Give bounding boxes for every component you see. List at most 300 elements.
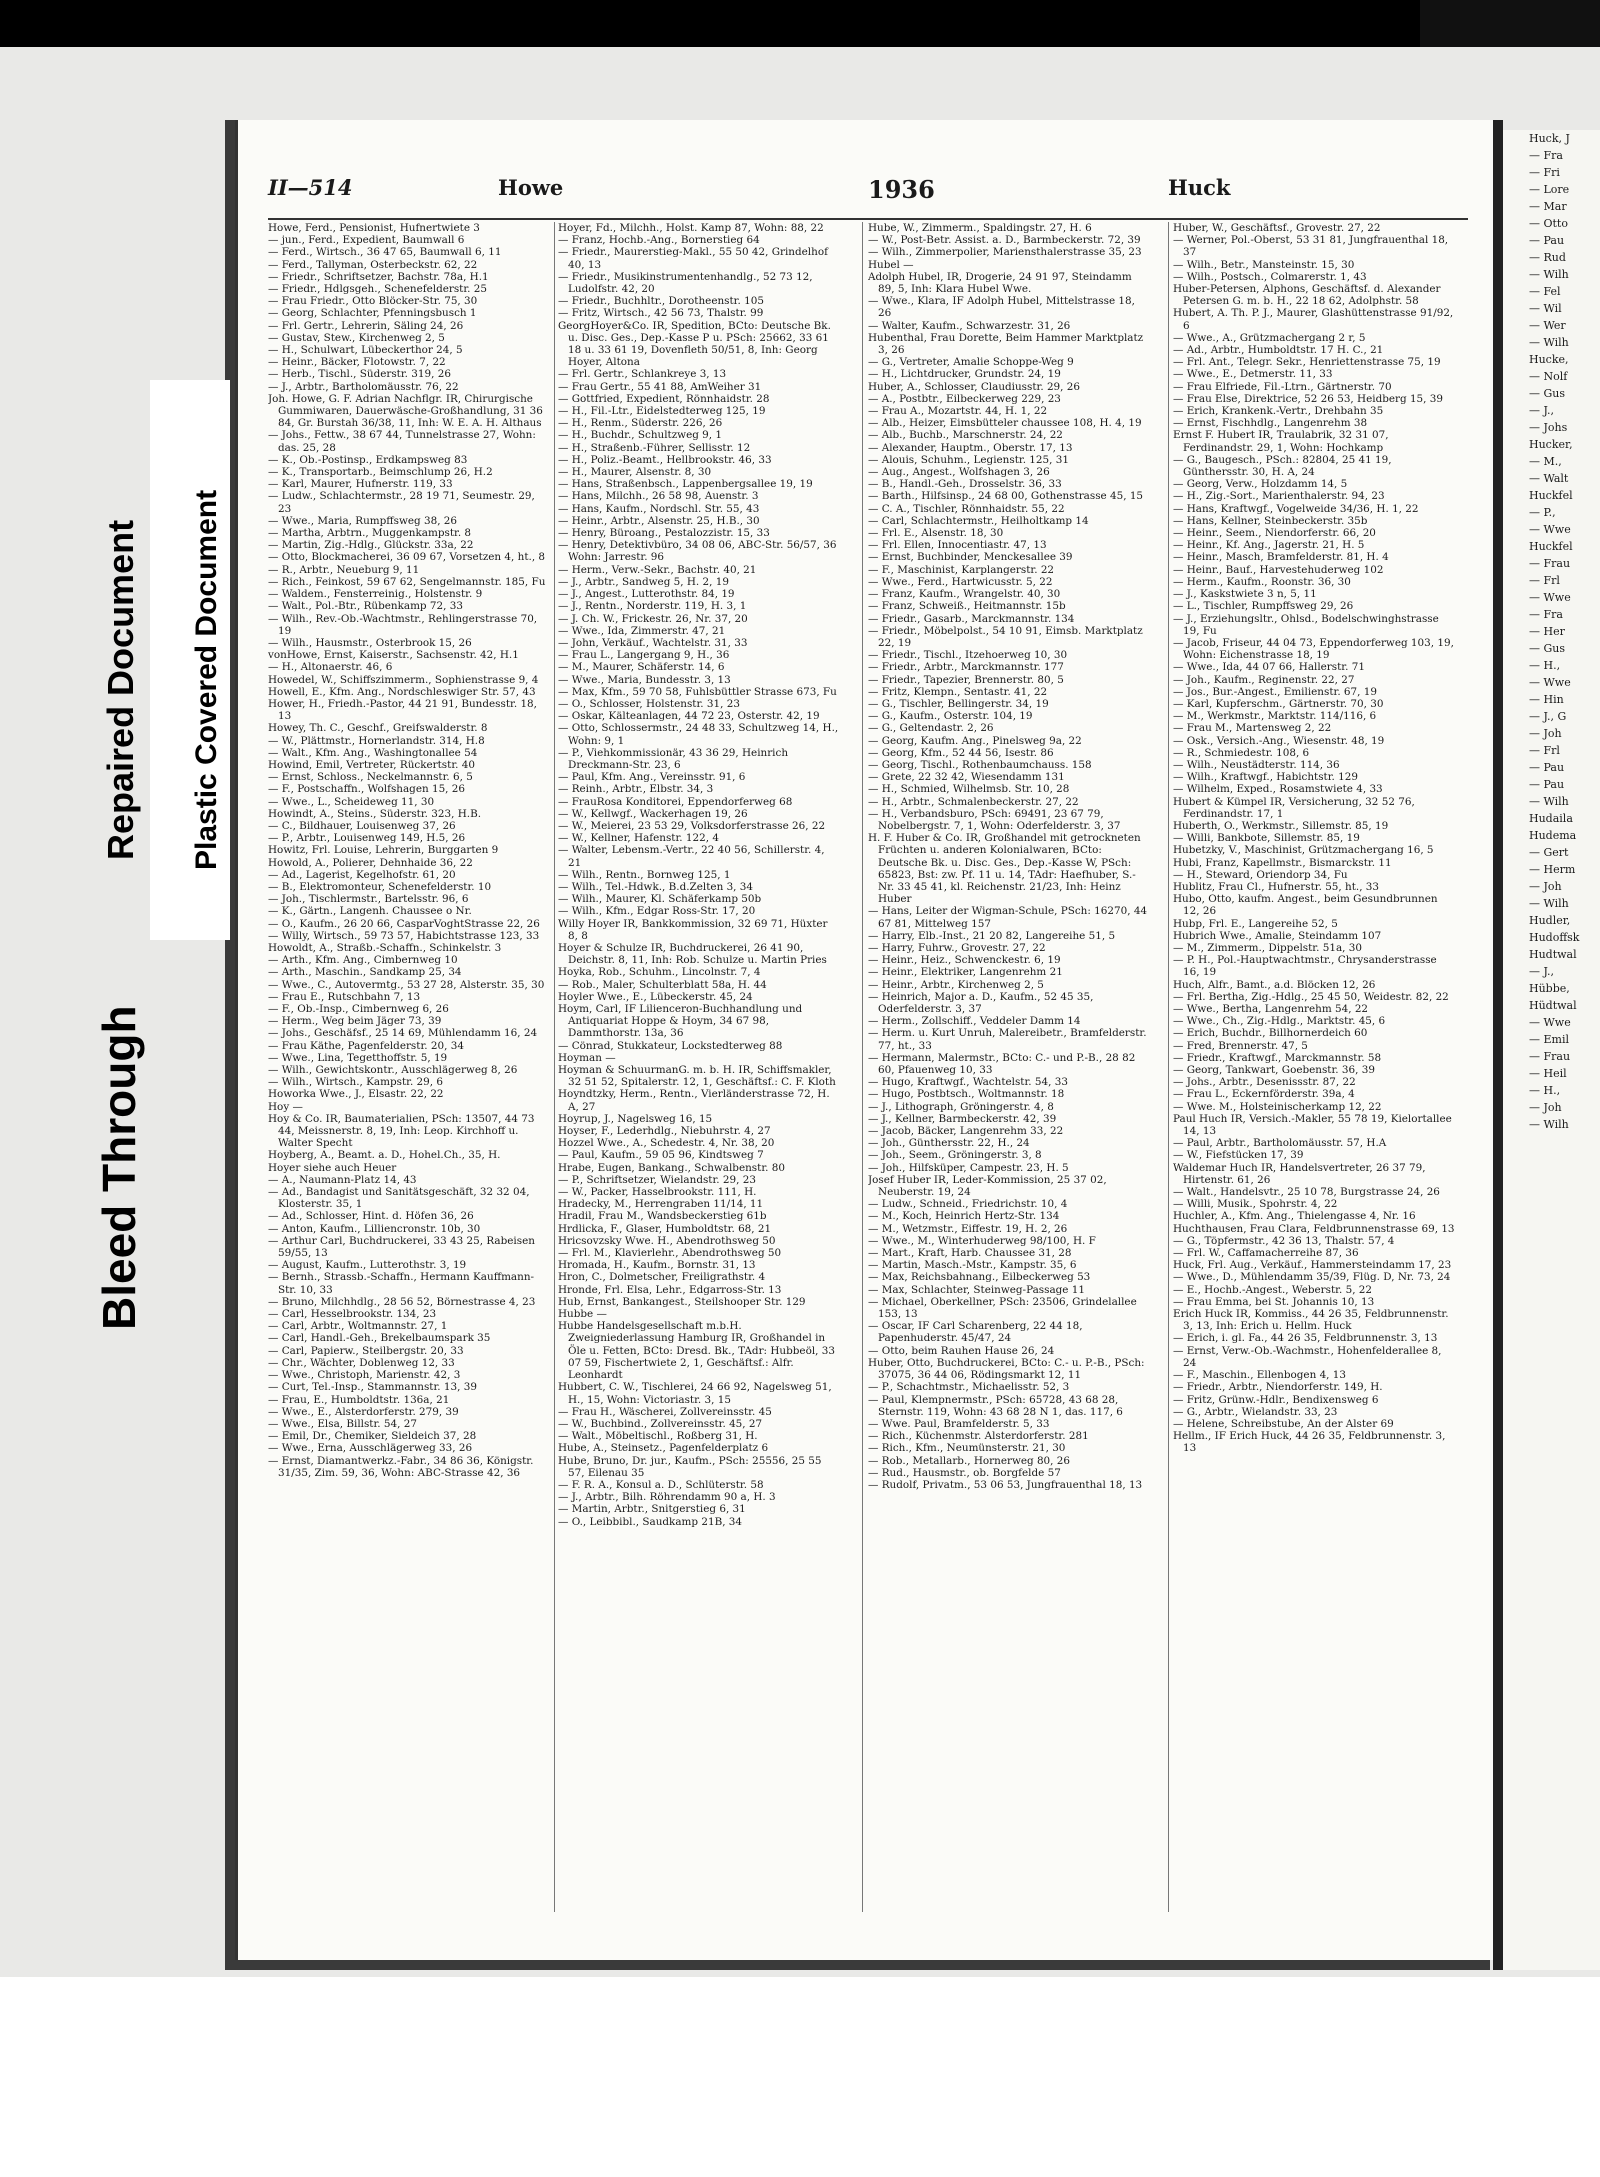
directory-entry: — Karl, Maurer, Hufnerstr. 119, 33 — [268, 478, 453, 491]
directory-entry: — Ad., Bandagist und Sanitätsgeschäft, 32 32 04, Klosterstr. 35, 1 — [268, 1186, 530, 1211]
directory-entry: — Rich., Küchenmstr. Alsterdorferstr. 281 — [868, 1430, 1089, 1443]
directory-entry: — W., Plättmstr., Hornerlandstr. 314, H.8 — [268, 734, 485, 747]
directory-entry: Huchthausen, Frau Clara, Feldbrunnenstrasse 69, 13 — [1173, 1222, 1455, 1235]
directory-entry: — Joh., Seem., Gröningerstr. 3, 8 — [868, 1149, 1042, 1162]
directory-entry: — Paul, Klempnermstr., PSch: 65728, 43 68 28, Sternstr. 119, Wohn: 43 68 28 N 1, das. 117, 6 — [868, 1393, 1123, 1418]
directory-entry: Ernst F. Hubert IR, Traulabrik, 32 31 07, Ferdinandstr. 29, 1, Wohn: Hochkamp — [1173, 429, 1389, 454]
column-divider — [862, 222, 863, 1912]
directory-entry: — Wwe., Lina, Tegetthoffstr. 5, 19 — [268, 1051, 448, 1064]
directory-entry: — Frau L., Langergang 9, H., 36 — [558, 649, 730, 662]
directory-entry: — Ad., Lagerist, Kegelhofstr. 61, 20 — [268, 868, 456, 881]
directory-entry: — Wwe., Ida, 44 07 66, Hallerstr. 71 — [1173, 661, 1365, 674]
adjacent-page-line: — H., — [1529, 659, 1561, 672]
directory-entry: — Rich., Kfm., Neumünsterstr. 21, 30 — [868, 1442, 1066, 1455]
directory-entry: Hubbe — — [558, 1308, 607, 1321]
directory-entry: — Franz, Schweiß., Heitmannstr. 15b — [868, 600, 1066, 613]
directory-entry: — Ad., Schlosser, Hint. d. Höfen 36, 26 — [268, 1210, 474, 1223]
adjacent-page-line: — Wilh — [1529, 1118, 1569, 1131]
directory-entry: Hoyer siehe auch Heuer — [268, 1161, 397, 1174]
directory-entry: — Ludw., Schlachtermstr., 28 19 71, Seumestr. 29, 23 — [268, 490, 535, 515]
directory-entry: Hubert, A. Th. P. J., Maurer, Glashüttenstrasse 91/92, 6 — [1173, 307, 1454, 332]
directory-entry: Hronde, Frl. Elsa, Lehr., Edgarross-Str. 13 — [558, 1283, 782, 1296]
directory-entry: Howorka Wwe., J., Elsastr. 22, 22 — [268, 1088, 444, 1101]
directory-entry: — J., Rentn., Norderstr. 119, H. 3, 1 — [558, 600, 747, 613]
directory-entry: Hoyler Wwe., E., Lübeckerstr. 45, 24 — [558, 990, 753, 1003]
directory-entry: — Wwe., Ferd., Hartwicusstr. 5, 22 — [868, 575, 1053, 588]
adjacent-page-line: — Walt — [1529, 472, 1569, 485]
directory-entry: Hub, Ernst, Bankangest., Steilshooper Str. 129 — [558, 1295, 806, 1308]
scanner-border-bottom — [0, 1977, 1600, 2177]
directory-entry: — Wwe., Erna, Ausschlägerweg 33, 26 — [268, 1442, 473, 1455]
directory-entry: — Gottfried, Expedient, Rönnhaidstr. 28 — [558, 392, 770, 405]
adjacent-page-line: — Pau — [1529, 234, 1565, 247]
directory-entry: Hoy — — [268, 1100, 303, 1113]
directory-page — [235, 120, 1496, 1960]
directory-entry: — Friedr., Maurerstieg-Makl., 55 50 42, Grindelhof 40, 13 — [558, 246, 828, 271]
directory-entry: — Mart., Kraft, Harb. Chaussee 31, 28 — [868, 1247, 1072, 1260]
bleed-through-label: Bleed Through — [93, 1005, 145, 1330]
directory-entry: — Wwe., Elsa, Billstr. 54, 27 — [268, 1417, 417, 1430]
directory-entry: — C. A., Tischler, Rönnhaidstr. 55, 22 — [868, 502, 1065, 515]
header-last-name: Huck — [1168, 175, 1231, 200]
directory-entry: — Fritz, Wirtsch., 42 56 73, Thalstr. 99 — [558, 307, 764, 320]
directory-entry: — R., Schmiedestr. 108, 6 — [1173, 746, 1310, 759]
directory-entry: — Arth., Kfm. Ang., Cimbernweg 10 — [268, 954, 458, 967]
directory-entry: — Frau, E., Humboldtstr. 136a, 21 — [268, 1393, 450, 1406]
directory-entry: — Frau Käthe, Pagenfelderstr. 20, 34 — [268, 1039, 464, 1052]
directory-entry: — Gustav, Stew., Kirchenweg 2, 5 — [268, 331, 445, 344]
directory-entry: — K., Transportarb., Beimschlump 26, H.2 — [268, 466, 493, 479]
book-gutter — [1493, 120, 1503, 1970]
directory-entry: — Frau E., Rutschbahn 7, 13 — [268, 990, 421, 1003]
adjacent-page-line: Hudoffsk — [1529, 931, 1580, 944]
directory-column-4 — [1173, 222, 1455, 1922]
directory-entry: Hoyman — — [558, 1051, 616, 1064]
directory-entry: — O., Kaufm., 26 20 66, CasparVoghtStrasse 22, 26 — [268, 917, 540, 930]
directory-entry: Hellm., IF Erich Huck, 44 26 35, Feldbrunnenstr. 3, 13 — [1173, 1430, 1446, 1455]
directory-entry: — Hugo, Postbtsch., Woltmannstr. 18 — [868, 1088, 1065, 1101]
directory-entry: Huber, Otto, Buchdruckerei, BCto: C.- u. P.-B., PSch: 37075, 36 44 06, Rödingsmarkt 12, 11 — [868, 1356, 1145, 1382]
directory-entry: — Wwe., Maria, Bundesstr. 3, 13 — [558, 673, 731, 686]
directory-entry: — Wwe., Bertha, Langenrehm 54, 22 — [1173, 1003, 1369, 1015]
directory-entry: — Paul, Arbtr., Bartholomäusstr. 57, H.A — [1173, 1137, 1387, 1150]
directory-entry: — Jos., Bur.-Angest., Emilienstr. 67, 19 — [1173, 685, 1377, 698]
directory-entry: — M., Zimmerm., Dippelstr. 51a, 30 — [1173, 941, 1362, 954]
directory-entry: — Hermann, Malermstr., BCto: C.- und P.-B., 28 82 60, Pfauenweg 10, 33 — [868, 1051, 1136, 1077]
directory-entry: — H., Renm., Süderstr. 226, 26 — [558, 417, 723, 430]
directory-entry: — August, Kaufm., Lutterothstr. 3, 19 — [268, 1259, 467, 1272]
directory-entry: Huber, A., Schlosser, Claudiusstr. 29, 26 — [868, 380, 1080, 393]
directory-entry: — Fritz, Grünw.-Hdlr., Bendixensweg 6 — [1173, 1393, 1379, 1406]
adjacent-page-line: Hudtwal — [1529, 948, 1577, 961]
directory-entry: — Franz, Hochb.-Ang., Bornerstieg 64 — [558, 234, 760, 247]
directory-entry: — H., Verbandsburo, PSch: 69491, 23 67 79, Nobelbergstr. 7, 1, Wohn: Oderfelderstr. 3, 37 — [868, 807, 1121, 832]
directory-entry: — H., Buchdr., Schultzweg 9, 1 — [558, 429, 723, 442]
directory-entry: — G., Baugesch., PSch.: 82804, 25 41 19, Günthersstr. 30, H. A, 24 — [1173, 453, 1392, 479]
directory-entry: — Barth., Hilfsinsp., 24 68 00, Gothenstrasse 45, 15 — [868, 490, 1144, 503]
directory-entry: — Erich, Buchdr., Billhornerdeich 60 — [1173, 1027, 1368, 1040]
directory-entry: — Carl, Handl.-Geh., Brekelbaumspark 35 — [268, 1332, 491, 1345]
directory-entry: — H., Arbtr., Schmalenbeckerstr. 27, 22 — [868, 795, 1079, 808]
directory-entry: — Bruno, Milchhdlg., 28 56 52, Börnestrasse 4, 23 — [268, 1295, 536, 1308]
directory-entry: — H., Schmied, Wilhelmsb. Str. 10, 28 — [868, 783, 1070, 796]
directory-entry: — Otto, beim Rauhen Hause 26, 24 — [868, 1344, 1055, 1357]
directory-entry: Howell, E., Kfm. Ang., Nordschleswiger Str. 57, 43 — [268, 685, 536, 698]
directory-entry: — W., Kellner, Hafenstr. 122, 4 — [558, 832, 719, 845]
directory-entry: — Frl. Ellen, Innocentiastr. 47, 13 — [868, 539, 1047, 552]
adjacent-page-line: — Herm — [1529, 863, 1576, 876]
directory-entry: — Karl, Kupferschm., Gärtnerstr. 70, 30 — [1173, 697, 1384, 710]
directory-entry: — J., Angest., Lutterothstr. 84, 19 — [558, 588, 735, 601]
directory-entry: Hron, C., Dolmetscher, Freiligrathstr. 4 — [558, 1271, 766, 1284]
directory-entry: — Willi, Bankbote, Sillemstr. 85, 19 — [1173, 832, 1360, 845]
directory-entry: Hoyndtzky, Herm., Rentn., Vierländerstrasse 72, H. A, 27 — [558, 1088, 830, 1113]
directory-entry: Hower, H., Friedh.-Pastor, 44 21 91, Bundesstr. 18, 13 — [268, 697, 537, 723]
directory-entry: — Frau L., Eckernförderstr. 39a, 4 — [1173, 1088, 1355, 1101]
directory-entry: — Rudolf, Privatm., 53 06 53, Jungfrauenthal 18, 13 — [868, 1478, 1143, 1491]
adjacent-page-line: — Nolf — [1529, 370, 1568, 383]
directory-entry: — H., Fil.-Ltr., Eidelstedterweg 125, 19 — [558, 405, 766, 418]
directory-entry: — Heinr., Elektriker, Langenrehm 21 — [868, 966, 1063, 979]
directory-entry: — Aug., Angest., Wolfshagen 3, 26 — [868, 466, 1050, 479]
directory-entry: — W., Meierei, 23 53 29, Volksdorferstrasse 26, 22 — [558, 819, 826, 832]
header-year: 1936 — [868, 175, 935, 204]
directory-entry: — Joh., Günthersstr. 22, H., 24 — [868, 1137, 1030, 1150]
directory-entry: — Grete, 22 32 42, Wiesendamm 131 — [868, 771, 1065, 784]
directory-entry: Hubert & Kümpel IR, Versicherung, 32 52 76, Ferdinandstr. 17, 1 — [1173, 795, 1415, 820]
directory-entry: — Heinr., Arbtr., Kirchenweg 2, 5 — [868, 978, 1044, 991]
directory-entry: — Anton, Kaufm., Lilliencronstr. 10b, 30 — [268, 1222, 481, 1235]
directory-entry: — Carl, Arbtr., Woltmannstr. 27, 1 — [268, 1320, 448, 1333]
adjacent-page-line: — Heil — [1529, 1067, 1567, 1080]
directory-entry: — Friedr., Möbelpolst., 54 10 91, Eimsb. Marktplatz 22, 19 — [868, 624, 1143, 649]
adjacent-page-line: — Frl — [1529, 744, 1560, 757]
directory-entry: — Joh., Tischlermstr., Bartelsstr. 96, 6 — [268, 893, 469, 906]
directory-entry: — F. R. A., Konsul a. D., Schlüterstr. 58 — [558, 1478, 764, 1491]
directory-entry: — Wwe., Christoph, Marienstr. 42, 3 — [268, 1369, 461, 1382]
adjacent-page-line: — Joh — [1529, 727, 1562, 740]
directory-entry: — K., Ob.-Postinsp., Erdkampsweg 83 — [268, 453, 468, 466]
directory-entry: — Max, Schlachter, Steinweg-Passage 11 — [868, 1283, 1085, 1296]
directory-entry: — Heinr., Bäcker, Flotowstr. 7, 22 — [268, 356, 446, 369]
directory-entry: — B., Elektromonteur, Schenefelderstr. 10 — [268, 880, 492, 893]
directory-entry: H. F. Huber & Co. IR, Großhandel mit getrockneten Früchten u. anderen Kolonialwaren, BCto: Deutsche Bk. u. Disc. Ges., Dep.-Kasse W, PSch: 65823, Bst: zw. Pf. 11 u. 14, TAdr: Haefhuber, S.-Nr. 33 45 41, kl. Reichenstr. 21/23, Inh: Heinz Huber — [868, 832, 1141, 906]
directory-entry: — Johs., Geschäfsf., 25 14 69, Mühlendamm 16, 24 — [268, 1027, 538, 1040]
adjacent-page-line: — Frau — [1529, 557, 1571, 570]
directory-entry: — Carl, Hesselbrookstr. 134, 23 — [268, 1308, 437, 1321]
directory-entry: — Frau A., Mozartstr. 44, H. 1, 22 — [868, 405, 1048, 418]
directory-entry: — Rob., Metallarb., Hornerweg 80, 26 — [868, 1454, 1070, 1467]
directory-entry: Hoyka, Rob., Schuhm., Lincolnstr. 7, 4 — [558, 966, 761, 979]
directory-entry: — Frau Emma, bei St. Johannis 10, 13 — [1173, 1295, 1375, 1308]
directory-entry: — W., Fiefstücken 17, 39 — [1173, 1149, 1304, 1162]
directory-entry: — J., Kellner, Barmbeckerstr. 42, 39 — [868, 1112, 1057, 1125]
directory-entry: — Hugo, Kraftwgf., Wachtelstr. 54, 33 — [868, 1076, 1068, 1089]
adjacent-page-line: — Joh — [1529, 880, 1562, 893]
adjacent-page-line: — Otto — [1529, 217, 1568, 230]
directory-entry: — Hans, Kraftwgf., Vogelweide 34/36, H. 1, 22 — [1173, 502, 1419, 515]
directory-entry: — Wwe. Paul, Bramfelderstr. 5, 33 — [868, 1417, 1050, 1430]
directory-entry: — Ad., Arbtr., Humboldtstr. 17 H. C., 21 — [1173, 344, 1384, 357]
directory-entry: — Frl. Gertr., Lehrerin, Säling 24, 26 — [268, 319, 464, 332]
directory-entry: — H., Altonaerstr. 46, 6 — [268, 661, 393, 674]
directory-entry: — G., Töpfermstr., 42 36 13, Thalstr. 57, 4 — [1173, 1234, 1395, 1247]
adjacent-page-line: — Pau — [1529, 778, 1565, 791]
directory-entry: — Frl. M., Klavierlehr., Abendrothsweg 50 — [558, 1247, 782, 1260]
directory-entry: Huber-Petersen, Alphons, Geschäftsf. d. Alexander Petersen G. m. b. H., 22 18 62, Adolphstr. 58 — [1173, 283, 1441, 308]
directory-entry: — Wilh., Rev.-Ob.-Wachtmstr., Rehlingerstrasse 70, 19 — [268, 612, 538, 637]
directory-entry: Hubp, Frl. E., Langereihe 52, 5 — [1173, 917, 1338, 930]
directory-entry: — Frau Gertr., 55 41 88, AmWeiher 31 — [558, 380, 762, 393]
directory-entry: Hubi, Franz, Kapellmstr., Bismarckstr. 11 — [1173, 856, 1392, 869]
directory-entry: — Friedr., Buchhltr., Dorotheenstr. 105 — [558, 295, 764, 308]
directory-entry: — Walt., Handelsvtr., 25 10 78, Burgstrasse 24, 26 — [1173, 1186, 1440, 1199]
directory-entry: — Wilh., Tel.-Hdwk., B.d.Zelten 3, 34 — [558, 880, 754, 893]
directory-entry: — Reinh., Arbtr., Elbstr. 34, 3 — [558, 783, 714, 796]
directory-entry: Hublitz, Frau Cl., Hufnerstr. 55, ht., 33 — [1173, 880, 1380, 893]
directory-entry: Hubrich Wwe., Amalie, Steindamm 107 — [1173, 929, 1382, 942]
directory-entry: — G., Tischler, Bellingerstr. 34, 19 — [868, 697, 1049, 710]
directory-entry: — J., Arbtr., Bilh. Röhrendamm 90 a, H. 3 — [558, 1491, 776, 1504]
directory-entry: Paul Huch IR, Versich.-Makler, 55 78 19, Kielortallee 14, 13 — [1173, 1112, 1452, 1138]
directory-entry: — Heinr., Heiz., Schwenckestr. 6, 19 — [868, 954, 1061, 967]
directory-entry: — J., Lithograph, Gröningerstr. 4, 8 — [868, 1100, 1054, 1113]
directory-entry: — Paul, Kaufm., 59 05 96, Kindtsweg 7 — [558, 1149, 764, 1162]
directory-entry: — G., Vertreter, Amalie Schoppe-Weg 9 — [868, 356, 1074, 369]
directory-entry: — Martin, Zig.-Hdlg., Glückstr. 33a, 22 — [268, 539, 474, 552]
directory-entry: — Jacob, Friseur, 44 04 73, Eppendorferweg 103, 19, Wohn: Eichenstrasse 18, 19 — [1173, 636, 1454, 662]
directory-entry: — Friedr., Arbtr., Marckmannstr. 177 — [868, 661, 1064, 674]
adjacent-page-line: Huckfel — [1529, 540, 1573, 553]
directory-entry: — Wwe., C., Autovermtg., 53 27 28, Alsterstr. 35, 30 — [268, 978, 545, 991]
directory-entry: — Jacob, Bäcker, Langenrehm 33, 22 — [868, 1125, 1064, 1138]
directory-entry: — Ernst, Fischhdlg., Langenrehm 38 — [1173, 417, 1368, 430]
directory-entry: — Heinr., Bauf., Harvestehuderweg 102 — [1173, 563, 1384, 576]
directory-entry: — Martha, Arbtrn., Muggenkampstr. 8 — [268, 527, 472, 540]
directory-entry: — Frl. Bertha, Zig.-Hdlg., 25 45 50, Weidestr. 82, 22 — [1173, 990, 1449, 1003]
directory-entry: Hubel — — [868, 258, 914, 271]
directory-entry: — Wwe., Ch., Zig.-Hdlg., Marktstr. 45, 6 — [1173, 1015, 1386, 1028]
directory-entry: — Frau H., Wäscherei, Zollvereinsstr. 45 — [558, 1405, 772, 1418]
directory-entry: — Herm. u. Kurt Unruh, Malereibetr., Bramfelderstr. 77, ht., 33 — [868, 1027, 1147, 1052]
directory-entry: Hradil, Frau M., Wandsbeckerstieg 61b — [558, 1210, 767, 1223]
directory-entry: — Herm., Zollschiff., Veddeler Damm 14 — [868, 1015, 1081, 1028]
adjacent-page-line: — Wilh — [1529, 336, 1569, 349]
directory-entry: — O., Schlosser, Holstenstr. 31, 23 — [558, 697, 740, 710]
directory-entry: Howedel, W., Schiffszimmerm., Sophienstrasse 9, 4 — [268, 673, 539, 686]
directory-entry: — Wilh., Rentn., Bornweg 125, 1 — [558, 868, 731, 881]
directory-entry: — Friedr., Hdlgsgeh., Schenefelderstr. 25 — [268, 283, 488, 296]
directory-entry: — Walt., Kfm. Ang., Washingtonallee 54 — [268, 746, 478, 759]
directory-entry: — K., Gärtn., Langenh. Chaussee o Nr. — [268, 905, 472, 918]
directory-entry: — Ernst, Verw.-Ob.-Wachmstr., Hohenfelderallee 8, 24 — [1173, 1344, 1442, 1369]
directory-entry: — P., Schachtmstr., Michaelisstr. 52, 3 — [868, 1381, 1070, 1394]
directory-entry: — Wwe., Ida, Zimmerstr. 47, 21 — [558, 624, 726, 637]
directory-entry: — L., Tischler, Rumpffsweg 29, 26 — [1173, 600, 1354, 613]
directory-entry: — O., Leibbibl., Saudkamp 21B, 34 — [558, 1515, 743, 1528]
directory-entry: — Herm., Kaufm., Roonstr. 36, 30 — [1173, 575, 1351, 588]
directory-entry: — Georg, Kfm., 52 44 56, Isestr. 86 — [868, 746, 1054, 759]
directory-entry: — Georg, Tischl., Rothenbaumchauss. 158 — [868, 758, 1092, 771]
directory-entry: — Carl, Schlachtermstr., Heilholtkamp 14 — [868, 514, 1089, 527]
directory-entry: — P., Arbtr., Louisenweg 149, H.5, 26 — [268, 832, 466, 845]
directory-entry: Howe, Ferd., Pensionist, Hufnertwiete 3 — [268, 222, 480, 234]
directory-entry: — Henry, Büroang., Pestalozzistr. 15, 33 — [558, 527, 770, 540]
directory-entry: — Arth., Maschin., Sandkamp 25, 34 — [268, 966, 462, 979]
directory-entry: — Heinr., Seem., Niendorferstr. 66, 20 — [1173, 527, 1376, 540]
directory-entry: — Martin, Masch.-Mstr., Kampstr. 35, 6 — [868, 1259, 1077, 1272]
directory-entry: — jun., Ferd., Expedient, Baumwall 6 — [268, 234, 465, 247]
directory-entry: — Alb., Heizer, Eimsbütteler chaussee 108, H. 4, 19 — [868, 417, 1142, 430]
adjacent-page-line: — P., — [1529, 506, 1556, 519]
directory-entry: vonHowe, Ernst, Kaiserstr., Sachsenstr. 42, H.1 — [268, 649, 519, 662]
directory-entry: — Rud., Hausmstr., ob. Borgfelde 57 — [868, 1466, 1061, 1479]
directory-entry: Huch, Alfr., Bamt., a.d. Blöcken 12, 26 — [1173, 978, 1376, 991]
directory-entry: — Georg, Verw., Holzdamm 14, 5 — [1173, 478, 1348, 491]
directory-entry: — M., Werkmstr., Marktstr. 114/116, 6 — [1173, 710, 1377, 723]
directory-entry: — Wilh., Neustädterstr. 114, 36 — [1173, 758, 1340, 771]
directory-entry: — Carl, Papierw., Steilbergstr. 20, 33 — [268, 1344, 464, 1357]
directory-entry: Hoyberg, A., Beamt. a. D., Hohel.Ch., 35, H. — [268, 1149, 501, 1162]
directory-entry: — Wwe., D., Mühlendamm 35/39, Flüg. D, Nr. 73, 24 — [1173, 1271, 1451, 1284]
directory-entry: Hubenthal, Frau Dorette, Beim Hammer Marktplatz 3, 26 — [868, 331, 1144, 357]
adjacent-page-line: — Wwe — [1529, 676, 1571, 689]
directory-entry: Huberth, O., Werkmstr., Sillemstr. 85, 19 — [1173, 819, 1389, 832]
directory-entry: Huchler, A., Kfm. Ang., Thielengasse 4, Nr. 16 — [1173, 1210, 1416, 1223]
directory-entry: — Friedr., Gasarb., Marckmannstr. 134 — [868, 612, 1075, 625]
directory-entry: — E., Hochb.-Angest., Weberstr. 5, 22 — [1173, 1283, 1373, 1296]
adjacent-page-line: Hudema — [1529, 829, 1577, 842]
directory-entry: — H., Steward, Oriendorp 34, Fu — [1173, 868, 1348, 881]
directory-entry: — J., Arbtr., Sandweg 5, H. 2, 19 — [558, 575, 729, 588]
directory-entry: — Herb., Tischl., Süderstr. 319, 26 — [268, 368, 451, 381]
adjacent-page-line: — Pau — [1529, 761, 1565, 774]
directory-column-2 — [558, 222, 840, 1922]
directory-entry: — P. H., Pol.-Hauptwachtmstr., Chrysanderstrasse 16, 19 — [1173, 954, 1437, 979]
adjacent-page-line: Huck, J — [1529, 132, 1570, 145]
adjacent-page-line: — H., — [1529, 1084, 1561, 1097]
directory-entry: — Wwe., E., Alsterdorferstr. 279, 39 — [268, 1405, 459, 1418]
directory-entry: — G., Kaufm., Osterstr. 104, 19 — [868, 710, 1033, 723]
adjacent-page-line: — Wwe — [1529, 523, 1571, 536]
directory-entry: — A., Naumann-Platz 14, 43 — [268, 1173, 417, 1186]
directory-entry: — Wilh., Kraftwgf., Habichtstr. 129 — [1173, 771, 1359, 784]
directory-entry: Howold, A., Polierer, Dehnhaide 36, 22 — [268, 856, 473, 869]
directory-entry: — Wilh., Postsch., Colmarerstr. 1, 43 — [1173, 270, 1367, 283]
directory-entry: — Herm., Verw.-Sekr., Bachstr. 40, 21 — [558, 563, 757, 576]
directory-entry: — Alouis, Schuhm., Legienstr. 125, 31 — [868, 453, 1069, 466]
directory-entry: Howoldt, A., Straßb.-Schaffn., Schinkelstr. 3 — [268, 941, 502, 954]
directory-entry: — Hans, Leiter der Wigman-Schule, PSch: 16270, 44 67 81, Mittelweg 157 — [868, 905, 1148, 930]
adjacent-page-line: — Fra — [1529, 149, 1563, 162]
directory-entry: — Walter, Lebensm.-Vertr., 22 40 56, Schillerstr. 4, 21 — [558, 844, 825, 869]
directory-entry: — Ludw., Schneid., Friedrichstr. 10, 4 — [868, 1198, 1068, 1211]
adjacent-page-line: — Frau — [1529, 1050, 1571, 1063]
directory-entry: — F., Postschaffn., Wolfshagen 15, 26 — [268, 783, 466, 796]
directory-entry: — Oskar, Kälteanlagen, 44 72 23, Osterstr. 42, 19 — [558, 710, 820, 723]
directory-entry: — Herm., Weg beim Jäger 73, 39 — [268, 1015, 442, 1028]
directory-entry: — Curt, Tel.-Insp., Stammannstr. 13, 39 — [268, 1381, 477, 1394]
directory-entry: Hubbert, C. W., Tischlerei, 24 66 92, Nagelsweg 51, H., 15, Wohn: Victoriastr. 3, 15 — [558, 1381, 832, 1406]
directory-entry: — Chr., Wächter, Doblenweg 12, 33 — [268, 1356, 455, 1369]
directory-entry: — G., Geltendastr. 2, 26 — [868, 722, 994, 735]
page-header — [268, 175, 1468, 215]
directory-entry: — J. Ch. W., Frickestr. 26, Nr. 37, 20 — [558, 612, 748, 625]
directory-entry: Howindt, A., Steins., Süderstr. 323, H.B. — [268, 807, 482, 820]
adjacent-page-line: — J., — [1529, 965, 1555, 978]
directory-entry: — Henry, Detektivbüro, 34 08 06, ABC-Str. 56/57, 36 Wohn: Jarrestr. 96 — [558, 539, 837, 564]
adjacent-page-line: — Wil — [1529, 302, 1562, 315]
directory-entry: — R., Arbtr., Neueburg 9, 11 — [268, 563, 420, 576]
directory-entry: — Emil, Dr., Chemiker, Sieldeich 37, 28 — [268, 1430, 477, 1443]
directory-entry: — Wilhelm, Exped., Rosamstwiete 4, 33 — [1173, 783, 1383, 796]
directory-entry: — Ferd., Tallyman, Osterbeckstr. 62, 22 — [268, 258, 478, 271]
directory-entry: Adolph Hubel, IR, Drogerie, 24 91 97, Steindamm 89, 5, Inh: Klara Hubel Wwe. — [868, 270, 1132, 296]
adjacent-page-line: — Her — [1529, 625, 1565, 638]
directory-entry: — W., Post-Betr. Assist. a. D., Barmbeckerstr. 72, 39 — [868, 234, 1141, 247]
header-rule — [268, 218, 1468, 220]
directory-entry: Howey, Th. C., Geschf., Greifswalderstr. 8 — [268, 722, 488, 735]
adjacent-page-line: — Wilh — [1529, 897, 1569, 910]
directory-entry: Hoyrup, J., Nagelsweg 16, 15 — [558, 1112, 713, 1125]
directory-entry: — Frl. E., Alsenstr. 18, 30 — [868, 527, 1004, 540]
adjacent-page-line: Hucker, — [1529, 438, 1573, 451]
directory-entry: — Frau Elfriede, Fil.-Ltrn., Gärtnerstr. 70 — [1173, 380, 1392, 393]
adjacent-page-line: — Wilh — [1529, 268, 1569, 281]
directory-entry: Hricsovzsky Wwe. H., Abendrothsweg 50 — [558, 1234, 776, 1247]
directory-entry: — Frl. Gertr., Schlankreye 3, 13 — [558, 368, 727, 381]
adjacent-page-line: — Wilh — [1529, 795, 1569, 808]
directory-entry: Hube, A., Steinsetz., Pagenfelderplatz 6 — [558, 1442, 769, 1455]
column-divider — [554, 222, 555, 1912]
adjacent-page-line: — Lore — [1529, 183, 1570, 196]
directory-entry: — Wwe., Klara, IF Adolph Hubel, Mittelstrasse 18, 26 — [868, 295, 1135, 320]
directory-entry: — Friedr., Schriftsetzer, Bachstr. 78a, H.1 — [268, 270, 489, 283]
directory-entry: — Frl. Ant., Telegr. Sekr., Henriettenstrasse 75, 19 — [1173, 356, 1441, 369]
directory-entry: — Georg, Tankwart, Goebenstr. 36, 39 — [1173, 1064, 1375, 1077]
directory-entry: — Harry, Elb.-Inst., 21 20 82, Langereihe 51, 5 — [868, 929, 1116, 942]
directory-entry: — Wwe., M., Winterhuderweg 98/100, H. F — [868, 1234, 1096, 1247]
directory-entry: — Heinrich, Major a. D., Kaufm., 52 45 35, Oderfelderstr. 3, 37 — [868, 990, 1094, 1015]
directory-entry: Howitz, Frl. Louise, Lehrerin, Burggarten 9 — [268, 844, 499, 857]
directory-entry: — Hans, Kaufm., Nordschl. Str. 55, 43 — [558, 502, 760, 515]
directory-entry: — Osk., Versich.-Ang., Wiesenstr. 48, 19 — [1173, 734, 1385, 747]
directory-entry: — Friedr., Kraftwgf., Marckmannstr. 58 — [1173, 1051, 1382, 1064]
plastic-covered-label: Plastic Covered Document — [190, 489, 223, 870]
directory-entry: — Wilh., Maurer, Kl. Schäferkamp 50b — [558, 893, 762, 906]
directory-entry: Hubbe Handelsgesellschaft m.b.H. Zweigniederlassung Hamburg IR, Großhandel in Öle u. Fetten, BCto: Dresd. Bk., TAdr: Hubbeöl, 33 07 59, Fischertwiete 2, 1, Geschäftsf.: Alfr. Leonhardt — [558, 1320, 835, 1382]
directory-entry: — W., Buchbind., Zollvereinsstr. 45, 27 — [558, 1417, 763, 1430]
directory-entry: — Erich, Krankenk.-Vertr., Drehbahn 35 — [1173, 405, 1384, 418]
directory-column-3 — [868, 222, 1150, 1922]
directory-entry: Hubo, Otto, kaufm. Angest., beim Gesundbrunnen 12, 26 — [1173, 893, 1438, 918]
directory-entry: — Arthur Carl, Buchdruckerei, 33 43 25, Rabeisen 59/55, 13 — [268, 1234, 535, 1260]
directory-entry: — Wilh., Betr., Mansteinstr. 15, 30 — [1173, 258, 1355, 271]
directory-entry: — Heinr., Arbtr., Alsenstr. 25, H.B., 30 — [558, 514, 760, 527]
directory-entry: Hube, Bruno, Dr. jur., Kaufm., PSch: 25556, 25 55 57, Eilenau 35 — [558, 1454, 822, 1479]
directory-entry: — Walt., Möbeltischl., Roßberg 31, H. — [558, 1430, 758, 1443]
directory-entry: Hube, W., Zimmerm., Spaldingstr. 27, H. 6 — [868, 222, 1092, 234]
directory-entry: Hoym, Carl, IF Lilienceron-Buchhandlung und Antiquariat Hoppe & Hoym, 34 67 98, Dammthorstr. 13a, 36 — [558, 1003, 803, 1040]
adjacent-page-edge — [1503, 130, 1600, 1970]
directory-entry: — FrauRosa Konditorei, Eppendorferweg 68 — [558, 795, 793, 808]
adjacent-page-line: Hudler, — [1529, 914, 1571, 927]
directory-entry: — H., Lichtdrucker, Grundstr. 24, 19 — [868, 368, 1061, 381]
directory-entry: — G., Arbtr., Wielandstr. 33, 23 — [1173, 1405, 1338, 1418]
directory-entry: — Friedr., Arbtr., Niendorferstr. 149, H. — [1173, 1381, 1383, 1394]
adjacent-page-line: — J., G — [1529, 710, 1567, 723]
directory-entry: Huck, Frl. Aug., Verkäuf., Hammersteindamm 17, 23 — [1173, 1259, 1452, 1272]
